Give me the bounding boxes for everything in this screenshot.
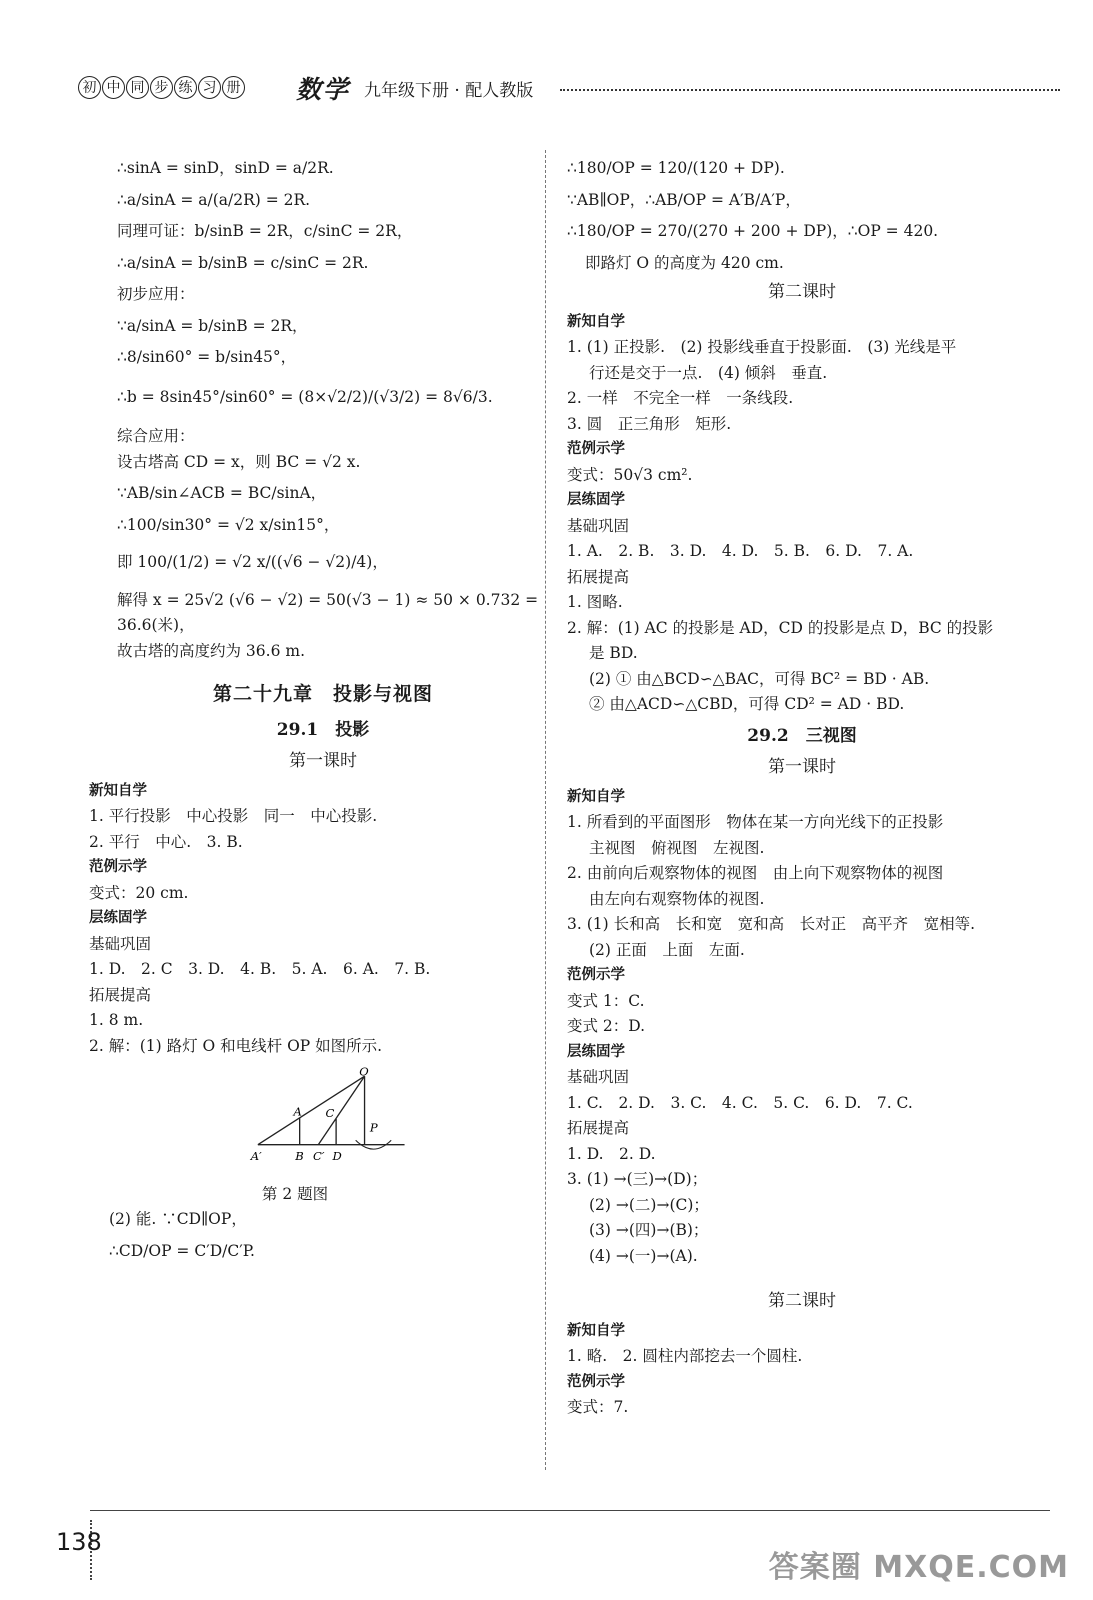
projection-figure	[249, 1063, 409, 1173]
section-label: 范例示学	[567, 967, 625, 983]
page-header	[78, 74, 1063, 108]
label-a: A	[293, 1104, 302, 1119]
chapter-title: 第二十九章 投影与视图	[212, 683, 433, 705]
section-label: 新知自学	[567, 1322, 625, 1339]
answer-line: 设古塔高 CD = x，则 BC = √2 x.	[117, 452, 361, 471]
section-label: 范例示学	[89, 859, 147, 875]
answer-line: 2. 解：(1) AC 的投影是 AD，CD 的投影是点 D，BC 的投影	[567, 618, 994, 637]
series-char: 同	[126, 76, 149, 99]
section-label: 新知自学	[567, 788, 625, 805]
answer-line: ∴180/OP = 120/(120 + DP).	[567, 159, 785, 177]
answer-line: 由左向右观察物体的视图.	[589, 889, 765, 908]
footer-rule	[90, 1510, 1050, 1511]
answer-line: 变式：7.	[567, 1398, 629, 1416]
section-label: 新知自学	[89, 782, 147, 799]
answer-line: ∴CD/OP = C′D/C′P.	[109, 1241, 255, 1260]
answer-line: 是 BD.	[589, 644, 638, 662]
section-label: 范例示学	[567, 441, 625, 457]
answer-line: 3. (1) →(三)→(D)；	[567, 1170, 708, 1188]
subsection-label: 基础巩固	[567, 1068, 630, 1086]
answer-line: 1. (1) 正投影. (2) 投影线垂直于投影面. (3) 光线是平	[567, 338, 957, 356]
answer-line: (2) 能. ∵CD∥OP，	[109, 1210, 247, 1228]
answer-line: 1. 8 m.	[89, 1011, 144, 1029]
answer-line: ∴b = 8sin45°/sin60° = (8×√2/2)/(√3/2) = 8√6/3.	[117, 387, 493, 406]
answer-line: 故古塔的高度约为 36.6 m.	[117, 641, 305, 660]
answer-line: 1. C. 2. D. 3. C. 4. C. 5. C. 6. D. 7. C.	[567, 1093, 913, 1112]
answer-line: 变式 2：D.	[567, 1017, 646, 1035]
subsection-label: 基础巩固	[567, 516, 630, 535]
answer-line: 即路灯 O 的高度为 420 cm.	[585, 253, 784, 272]
answer-line: 1. 图略.	[567, 593, 623, 611]
answer-line: 2. 解：(1) 路灯 O 和电线杆 OP 如图所示.	[89, 1036, 383, 1055]
label-c-prime: C′	[313, 1148, 325, 1163]
answer-line: 3. (1) 长和高 长和宽 宽和高 长对正 高平齐 宽相等.	[567, 915, 976, 933]
answer-line: 变式 1：C.	[567, 991, 645, 1010]
series-char: 初	[78, 76, 101, 99]
label-p: P	[369, 1120, 378, 1135]
answer-line: ∴a/sinA = a/(a/2R) = 2R.	[117, 190, 311, 209]
answer-line: 解得 x = 25√2 (√6 − √2) = 50(√3 − 1) ≈ 50 × 0.732 =	[117, 590, 539, 609]
answer-line: 36.6(米)，	[117, 616, 195, 634]
answer-line: 1. 所看到的平面图形 物体在某一方向光线下的正投影	[567, 813, 944, 831]
series-char: 中	[102, 76, 125, 99]
section-title: 29.2 三视图	[747, 725, 857, 746]
answer-line: 3. 圆 正三角形 矩形.	[567, 414, 732, 433]
label-c: C	[325, 1106, 335, 1121]
answer-line: 2. 平行 中心. 3. B.	[89, 832, 243, 851]
grade-edition: 九年级下册 · 配人教版	[364, 81, 534, 101]
answer-line: ∴8/sin60° = b/sin45°，	[117, 348, 297, 366]
answer-line: 2. 由前向后观察物体的视图 由上向下观察物体的视图	[567, 864, 944, 882]
figure-caption: 第 2 题图	[261, 1184, 329, 1203]
answer-line: 变式：50√3 cm².	[567, 465, 693, 484]
column-divider	[545, 150, 546, 1470]
answer-line: (4) →(一)→(A).	[589, 1246, 698, 1265]
lesson-title: 第二课时	[768, 282, 836, 302]
watermark: 答案圈 MXQE.COM	[768, 1550, 1069, 1585]
subject-title: 数学	[296, 75, 351, 104]
answer-line: ∵AB∥OP，∴AB/OP = A′B/A′P，	[567, 190, 801, 209]
answer-line: 同理可证：b/sinB = 2R，c/sinC = 2R，	[117, 222, 413, 240]
answer-line: 即 100/(1/2) = √2 x/((√6 − √2)/4)，	[117, 553, 388, 571]
label-b: B	[295, 1148, 304, 1163]
section-label: 层练固学	[89, 910, 147, 926]
answer-line: ∴100/sin30° = √2 x/sin15°，	[117, 515, 340, 534]
label-d: D	[332, 1148, 342, 1163]
answer-line: ∵AB/sin∠ACB = BC/sinA，	[117, 484, 327, 502]
answer-line: 综合应用：	[117, 427, 195, 445]
answer-line: 行还是交于一点. (4) 倾斜 垂直.	[589, 363, 828, 382]
answer-line: 1. D. 2. C 3. D. 4. B. 5. A. 6. A. 7. B.	[89, 960, 431, 978]
series-char: 习	[198, 76, 221, 99]
series-char: 册	[222, 76, 245, 99]
answer-line: (2) ① 由△BCD∽△BAC，可得 BC² = BD · AB.	[589, 669, 930, 688]
series-char: 练	[174, 76, 197, 99]
answer-line: 2. 一样 不完全一样 一条线段.	[567, 389, 794, 407]
answer-line: 变式：20 cm.	[89, 883, 189, 902]
answer-line: 初步应用：	[117, 285, 195, 303]
answer-line: 1. 平行投影 中心投影 同一 中心投影.	[89, 807, 378, 825]
left-column	[89, 150, 539, 1270]
ray-oa	[258, 1076, 365, 1144]
answer-line: 1. 略. 2. 圆柱内部挖去一个圆柱.	[567, 1347, 803, 1365]
lesson-title: 第一课时	[289, 751, 357, 771]
header-dotted-rule	[560, 89, 1060, 91]
answer-line: (3) →(四)→(B)；	[589, 1221, 709, 1239]
page-number: 138	[56, 1528, 102, 1556]
subsection-label: 拓展提高	[567, 1119, 630, 1137]
section-label: 范例示学	[567, 1373, 625, 1390]
answer-line: (2) 正面 上面 左面.	[589, 940, 745, 959]
lesson-title: 第二课时	[768, 1291, 836, 1311]
answer-line: (2) →(二)→(C)；	[589, 1195, 709, 1214]
series-char: 步	[150, 76, 173, 99]
section-label: 层练固学	[567, 492, 625, 508]
section-label: 新知自学	[567, 313, 625, 330]
answer-line: ② 由△ACD∽△CBD，可得 CD² = AD · BD.	[589, 695, 905, 713]
answer-line: ∴a/sinA = b/sinB = c/sinC = 2R.	[117, 253, 369, 272]
lesson-title: 第一课时	[768, 757, 836, 777]
label-a-prime: A′	[250, 1148, 262, 1163]
label-o: O	[359, 1064, 369, 1079]
subsection-label: 拓展提高	[567, 567, 630, 586]
answer-line: ∵a/sinA = b/sinB = 2R，	[117, 316, 308, 335]
series-title	[78, 76, 246, 99]
subsection-label: 基础巩固	[89, 934, 152, 953]
answer-line: 主视图 俯视图 左视图.	[589, 838, 765, 857]
section-title: 29.1 投影	[276, 719, 370, 740]
answer-line: 1. D. 2. D.	[567, 1144, 656, 1163]
section-label: 层练固学	[567, 1043, 625, 1060]
answer-line: 1. A. 2. B. 3. D. 4. D. 5. B. 6. D. 7. A.	[567, 542, 914, 560]
answer-line: ∴sinA = sinD，sinD = a/2R.	[117, 159, 334, 177]
subsection-label: 拓展提高	[89, 985, 152, 1004]
answer-line: ∴180/OP = 270/(270 + 200 + DP)，∴OP = 420.	[567, 222, 939, 240]
right-column	[567, 150, 1037, 1421]
